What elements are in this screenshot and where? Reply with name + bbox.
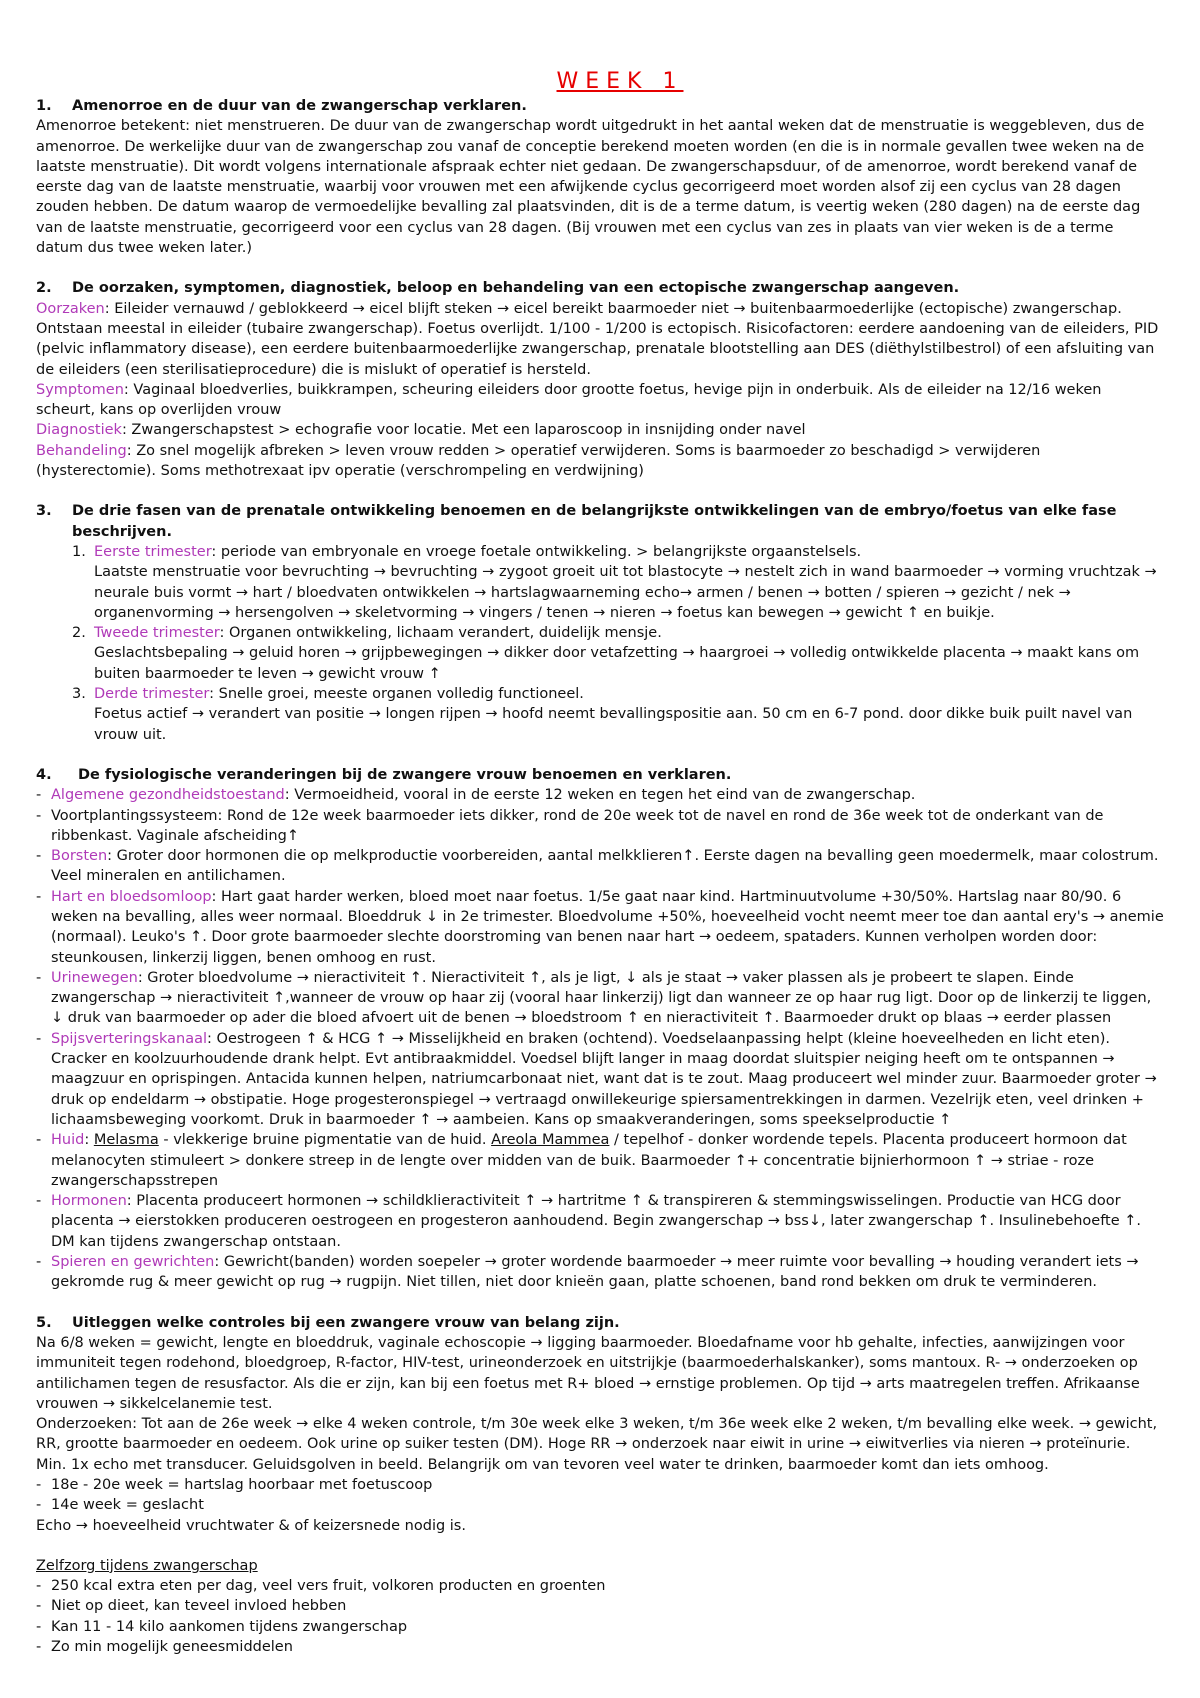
list-item: [36, 623, 1164, 684]
trimester-label: Tweede trimester: [94, 625, 220, 642]
diagnostiek-label: Diagnostiek: [36, 422, 122, 439]
section-2-title: De oorzaken, symptomen, diagnostiek, beloop en behandeling van een ectopische zwangerschap aangeven.: [72, 280, 960, 297]
section-1-heading: [36, 96, 1164, 116]
list-item-number: 1.: [72, 543, 86, 560]
bullet-dash: -: [36, 969, 42, 986]
symptomen-text: : Vaginaal bloedverlies, buikkrampen, scheuring eileiders door grootte foetus, hevige pijn in onderbuik. Als de eileider na 12/16 weken scheurt, kans op overlijden vrouw: [36, 381, 1102, 419]
trimester-text: : Snelle groei, meeste organen volledig functioneel.: [209, 686, 584, 703]
section-5-number: 5.: [36, 1314, 52, 1331]
bullet-dash: -: [36, 1639, 42, 1656]
controls-paragraph: Na 6/8 weken = gewicht, lengte en bloeddruk, vaginale echoscopie → ligging baarmoeder. Bloedafname voor hb gehalte, infecties, aanwijzingen voor immuniteit tegen rodehond, bloedgroep, R-factor, HIV-test, urineonderzoek en uitstrijkje (baarmoederhalskanker), soms mantoux. R- → onderzoeken op antilichamen tegen de resusfactor. Als die er zijn, kan bij een foetus met R+ bloed → ernstige problemen. Op tijd → arts maatregelen treffen. Afrikaanse vrouwen → sikkelcelanemie test.: [36, 1334, 1140, 1412]
list-item-text: Zo min mogelijk geneesmiddelen: [51, 1639, 293, 1656]
document-page: [36, 68, 1164, 1657]
section-3-heading: [36, 501, 1164, 542]
change-label: Borsten: [51, 848, 108, 865]
change-text: : Placenta produceert hormonen → schildklieractiviteit ↑ → hartritme ↑ & transpireren & stemmingswisselingen. Productie van HCG door placenta → eierstokken produceren oestrogeen en progesteron aanhoudend. Begin zwangerschap → bss↓, later zwangerschap ↑. Insulinebehoefte ↑. DM kan tijdens zwangerschap ontstaan.: [51, 1193, 1142, 1250]
section-4-title: De fysiologische veranderingen bij de zwangere vrouw benoemen en verklaren.: [78, 766, 732, 783]
spacer: [36, 258, 1164, 278]
section-5-heading: [36, 1313, 1164, 1333]
oorzaken-label: Oorzaken: [36, 300, 105, 317]
section-3-title: De drie fasen van de prenatale ontwikkeling benoemen en de belangrijkste ontwikkelingen van de embryo/foetus van elke fase beschrijven.: [72, 503, 1117, 540]
list-item-text: 18e - 20e week = hartslag hoorbaar met foetuscoop: [51, 1477, 433, 1493]
bullet-dash: -: [36, 1497, 42, 1514]
bullet-dash: -: [36, 1132, 42, 1149]
section-1-title: Amenorroe en de duur van de zwangerschap verklaren.: [72, 98, 527, 114]
trimester-text: : periode van embryonale en vroege foetale ontwikkeling. > belangrijkste orgaanstelsels.: [211, 543, 862, 560]
trimester-detail: Foetus actief → verandert van positie → longen rijpen → hoofd neemt bevallingspositie aan. 50 cm en 6-7 pond. door dikke buik puilt navel van vrouw uit.: [94, 706, 1133, 743]
list-item: [36, 1637, 1164, 1657]
list-item: [36, 1576, 1164, 1596]
bullet-dash: -: [36, 1254, 42, 1271]
symptomen-paragraph: [36, 380, 1164, 421]
change-label: Hart en bloedsomloop: [51, 888, 212, 905]
list-item: [36, 1596, 1164, 1616]
bullet-dash: -: [36, 1598, 42, 1615]
change-text: - vlekkerige bruine pigmentatie van de huid.: [158, 1132, 492, 1149]
change-text: / tepelhof - donker wordende tepels. Placenta produceert hormoon dat melanocyten stimuleert > donkere streep in de lengte over midden van de buik. Baarmoeder ↑+ concentratie bijnierhormoon ↑ → striae - roze zwangerschapsstrepen: [51, 1132, 1127, 1189]
change-text: : Gewricht(banden) worden soepeler → groter wordende baarmoeder → meer ruimte voor bevalling → houding verandert iets → gekromde rug & meer gewicht op rug → rugpijn. Niet tillen, niet door knieën gaan, platte schoenen, band rond bekken om druk te verminderen.: [51, 1254, 1139, 1291]
change-label: Urinewegen: [51, 969, 138, 986]
section-4-heading: [36, 765, 1164, 785]
examinations-paragraph: Onderzoeken: Tot aan de 26e week → elke 4 weken controle, t/m 30e week elke 3 weken, t/m 36e week elke 2 weken, t/m bevalling elke week. → gewicht, RR, grootte baarmoeder en oedeem. Ook urine op suiker testen (DM). Hoge RR → onderzoek naar eiwit in urine → eiwitverlies via nieren → proteïnurie. Min. 1x echo met transducer. Geluidsgolven in beeld. Belangrijk om van tevoren veel water te drinken, baarmoeder komt dan iets omhoog.: [36, 1416, 1158, 1473]
change-label: Spijsverteringskanaal: [51, 1030, 208, 1047]
change-text: Voortplantingssysteem: Rond de 12e week baarmoeder iets dikker, rond de 20e week tot de navel en rond de 36e week tot de onderkant van de ribbenkast. Vaginale afscheiding↑: [51, 807, 1104, 844]
trimester-label: Derde trimester: [94, 686, 210, 703]
trimester-label: Eerste trimester: [94, 543, 212, 560]
list-item: [36, 846, 1164, 887]
list-item: [36, 1191, 1164, 1252]
change-text: : Vermoeidheid, vooral in de eerste 12 weken en tegen het eind van de zwangerschap.: [284, 787, 916, 804]
list-item-number: 2.: [72, 625, 86, 642]
section-3-number: 3.: [36, 503, 52, 520]
spacer: [36, 1293, 1164, 1313]
list-item: [36, 1130, 1164, 1191]
section-4-number: 4.: [36, 766, 52, 783]
list-item: [36, 806, 1164, 847]
list-item-text: 14e week = geslacht: [51, 1497, 204, 1514]
list-item: [36, 1495, 1164, 1515]
change-text: : Groter door hormonen die op melkproductie voorbereiden, aantal melkklieren↑. Eerste dagen na bevalling geen moedermelk, maar colostrum. Veel mineralen en antilichamen.: [51, 848, 1159, 885]
trimester-detail: Geslachtsbepaling → geluid horen → grijpbewegingen → dikker door vetafzetting → haargroei → volledig ontwikkelde placenta → maakt kans om buiten baarmoeder te leven → gewicht vrouw ↑: [94, 645, 1140, 682]
selfcare-list: [36, 1576, 1164, 1657]
behandeling-label: Behandeling: [36, 442, 127, 459]
trimester-text: : Organen ontwikkeling, lichaam verandert, duidelijk mensje.: [219, 625, 662, 642]
trimester-summary: [94, 623, 1164, 643]
areola-term: Areola Mammea: [491, 1132, 610, 1149]
bullet-dash: -: [36, 888, 42, 905]
trimester-list: [36, 542, 1164, 745]
trimester-detail: Laatste menstruatie voor bevruchting → bevruchting → zygoot groeit uit tot blastocyte → nestelt zich in wand baarmoeder → vorming vruchtzak → neurale buis vormt → hart / bloedvaten ontwikkelen → hartslagwaarneming echo→ armen / benen → botten / spieren → gezicht / nek → organenvorming → hersengolven → skeletvorming → vingers / tenen → nieren → foetus kan bewegen → gewicht ↑ en buikje.: [94, 564, 1157, 621]
spacer: [36, 745, 1164, 765]
list-item-number: 3.: [72, 686, 86, 703]
oorzaken-paragraph: [36, 299, 1164, 380]
change-text: : Hart gaat harder werken, bloed moet naar foetus. 1/5e gaat naar kind. Hartminuutvolume +30/50%. Hartslag naar 80/90. 6 weken na bevalling, alles weer normaal. Bloeddruk ↓ in 2e trimester. Bloedvolume +50%, hoeveelheid vocht neemt meer toe dan aantal ery's → anemie (normaal). Leuko's ↑. Door grote baarmoeder slechte doorstroming van benen naar hart → oedeem, spataders. Kunnen verholpen worden door: steunkousen, linkerzij liggen, benen omhoog en rust.: [51, 888, 1164, 966]
change-text: : Oestrogeen ↑ & HCG ↑ → Misselijkheid en braken (ochtend). Voedselaanpassing helpt (kleine hoeveelheden en licht eten). Cracker en koolzuurhoudende drank helpt. Evt antibraakmiddel. Voedsel blijft langer in maag doordat sluitspier neiging heeft om te ontspannen → maagzuur en oprispingen. Antacida kunnen helpen, natriumcarbonaat niet, want dat is te zout. Maag produceert wel minder zuur. Baarmoeder groter → druk op endeldarm → obstipatie. Hoge progesteronspiegel → vertraagd onwillekeurige spiersamentrekkingen in darmen. Vezelrijk eten, veel drinken + lichaamsbeweging voorkomt. Druk in baarmoeder ↑ → aambeien. Kans op smaakveranderingen, soms speekselproductie ↑: [51, 1030, 1157, 1128]
oorzaken-text: : Eileider vernauwd / geblokkeerd → eicel blijft steken → eicel bereikt baarmoeder niet → buitenbaarmoederlijke (ectopische) zwangerschap. Ontstaan meestal in eileider (tubaire zwangerschap). Foetus overlijdt. 1/100 - 1/200 is ectopisch. Risicofactoren: eerdere aandoening van de eileiders, PID (pelvic inflammatory disease), een eerdere buitenbaarmoederlijke zwangerschap, prenatale blootstelling aan DES (diëthylstilbestrol) of een afsluiting van de eileiders (een sterilisatieprocedure) die is mislukt of operatief is hersteld.: [36, 300, 1159, 378]
behandeling-paragraph: [36, 441, 1164, 482]
list-item-text: 250 kcal extra eten per dag, veel vers fruit, volkoren producten en groenten: [51, 1578, 606, 1595]
list-item-text: Niet op dieet, kan teveel invloed hebben: [51, 1598, 347, 1615]
behandeling-text: : Zo snel mogelijk afbreken > leven vrouw redden > operatief verwijderen. Soms is baarmoeder zo beschadigd > verwijderen (hysterectomie). Soms methotrexaat ipv operatie (verschrompeling en verdwijning): [36, 442, 1041, 480]
diagnostiek-text: : Zwangerschapstest > echografie voor locatie. Met een laparoscoop in insnijding onder navel: [121, 422, 806, 439]
section-5-title: Uitleggen welke controles bij een zwangere vrouw van belang zijn.: [72, 1314, 620, 1331]
list-item: [36, 1475, 1164, 1495]
bullet-dash: -: [36, 1578, 42, 1595]
change-label: Huid: [51, 1132, 85, 1149]
bullet-dash: -: [36, 1618, 42, 1635]
section-1-number: 1.: [36, 98, 52, 114]
symptomen-label: Symptomen: [36, 381, 124, 398]
section-1-body: Amenorroe betekent: niet menstrueren. De duur van de zwangerschap wordt uitgedrukt in het aantal weken dat de menstruatie is weggebleven, dus de amenorroe. De werkelijke duur van de zwangerschap zou vanaf de conceptie berekend moeten worden (en die is in normale gevallen twee weken na de laatste menstruatie). Dit wordt volgens internationale afspraak echter niet gedaan. De zwangerschapsduur, of de amenorroe, wordt berekend vanaf de eerste dag van de laatste menstruatie, waarbij voor vrouwen met een afwijkende cyclus gecorrigeerd moet worden alsof zij een cyclus van 28 dagen zouden hebben. De datum waarop de vermoedelijke bevalling zal plaatsvinden, dit is de a terme datum, is veertig weken (280 dagen) na de eerste dag van de laatste menstruatie, gecorrigeerd voor een cyclus van 28 dagen. (Bij vrouwen met een cyclus van zes in plaats van vier weken is de a terme datum dus twee weken later.): [36, 118, 1145, 257]
bullet-dash: -: [36, 787, 42, 804]
list-item: [36, 1252, 1164, 1293]
trimester-summary: [94, 542, 1164, 562]
list-item: [36, 684, 1164, 745]
list-item-text: Kan 11 - 14 kilo aankomen tijdens zwangerschap: [51, 1618, 408, 1635]
change-text: : Groter bloedvolume → nieractiviteit ↑. Nieractiviteit ↑, als je ligt, ↓ als je staat → vaker plassen als je probeert te slapen. Einde zwangerschap → nieractiviteit ↑,wanneer de vrouw op haar zij (vooral haar linkerzij) ligt dan wanneer ze op haar rug ligt. Door op de linkerzij te liggen, ↓ druk van baarmoeder op ader die bloed afvoert uit de benen → bloedstroom ↑ en nieractiviteit ↑. Baarmoeder drukt op blaas → eerder plassen: [51, 969, 1152, 1027]
change-label: Algemene gezondheidstoestand: [51, 787, 285, 804]
change-label: Hormonen: [51, 1193, 127, 1210]
list-item: [36, 785, 1164, 805]
bullet-dash: -: [36, 1477, 42, 1493]
echo-paragraph: Echo → hoeveelheid vruchtwater & of keizersnede nodig is.: [36, 1517, 466, 1534]
bullet-dash: -: [36, 1193, 42, 1210]
change-text: :: [84, 1132, 94, 1149]
change-label: Spieren en gewrichten: [51, 1254, 215, 1271]
bullet-dash: -: [36, 848, 42, 865]
list-item: [36, 542, 1164, 623]
checks-list: [36, 1475, 1164, 1516]
selfcare-heading: Zelfzorg tijdens zwangerschap: [36, 1557, 258, 1574]
diagnostiek-paragraph: [36, 420, 1164, 440]
section-2-number: 2.: [36, 280, 52, 297]
melasma-term: Melasma: [93, 1132, 159, 1149]
changes-list: [36, 785, 1164, 1292]
spacer: [36, 481, 1164, 501]
page-title: WEEK 1: [556, 69, 684, 94]
spacer: [36, 1536, 1164, 1556]
section-2-heading: [36, 278, 1164, 298]
trimester-summary: [94, 684, 1164, 704]
bullet-dash: -: [36, 807, 42, 824]
list-item: [36, 887, 1164, 968]
list-item: [36, 1029, 1164, 1130]
list-item: [36, 1617, 1164, 1637]
bullet-dash: -: [36, 1030, 42, 1047]
list-item: [36, 968, 1164, 1029]
